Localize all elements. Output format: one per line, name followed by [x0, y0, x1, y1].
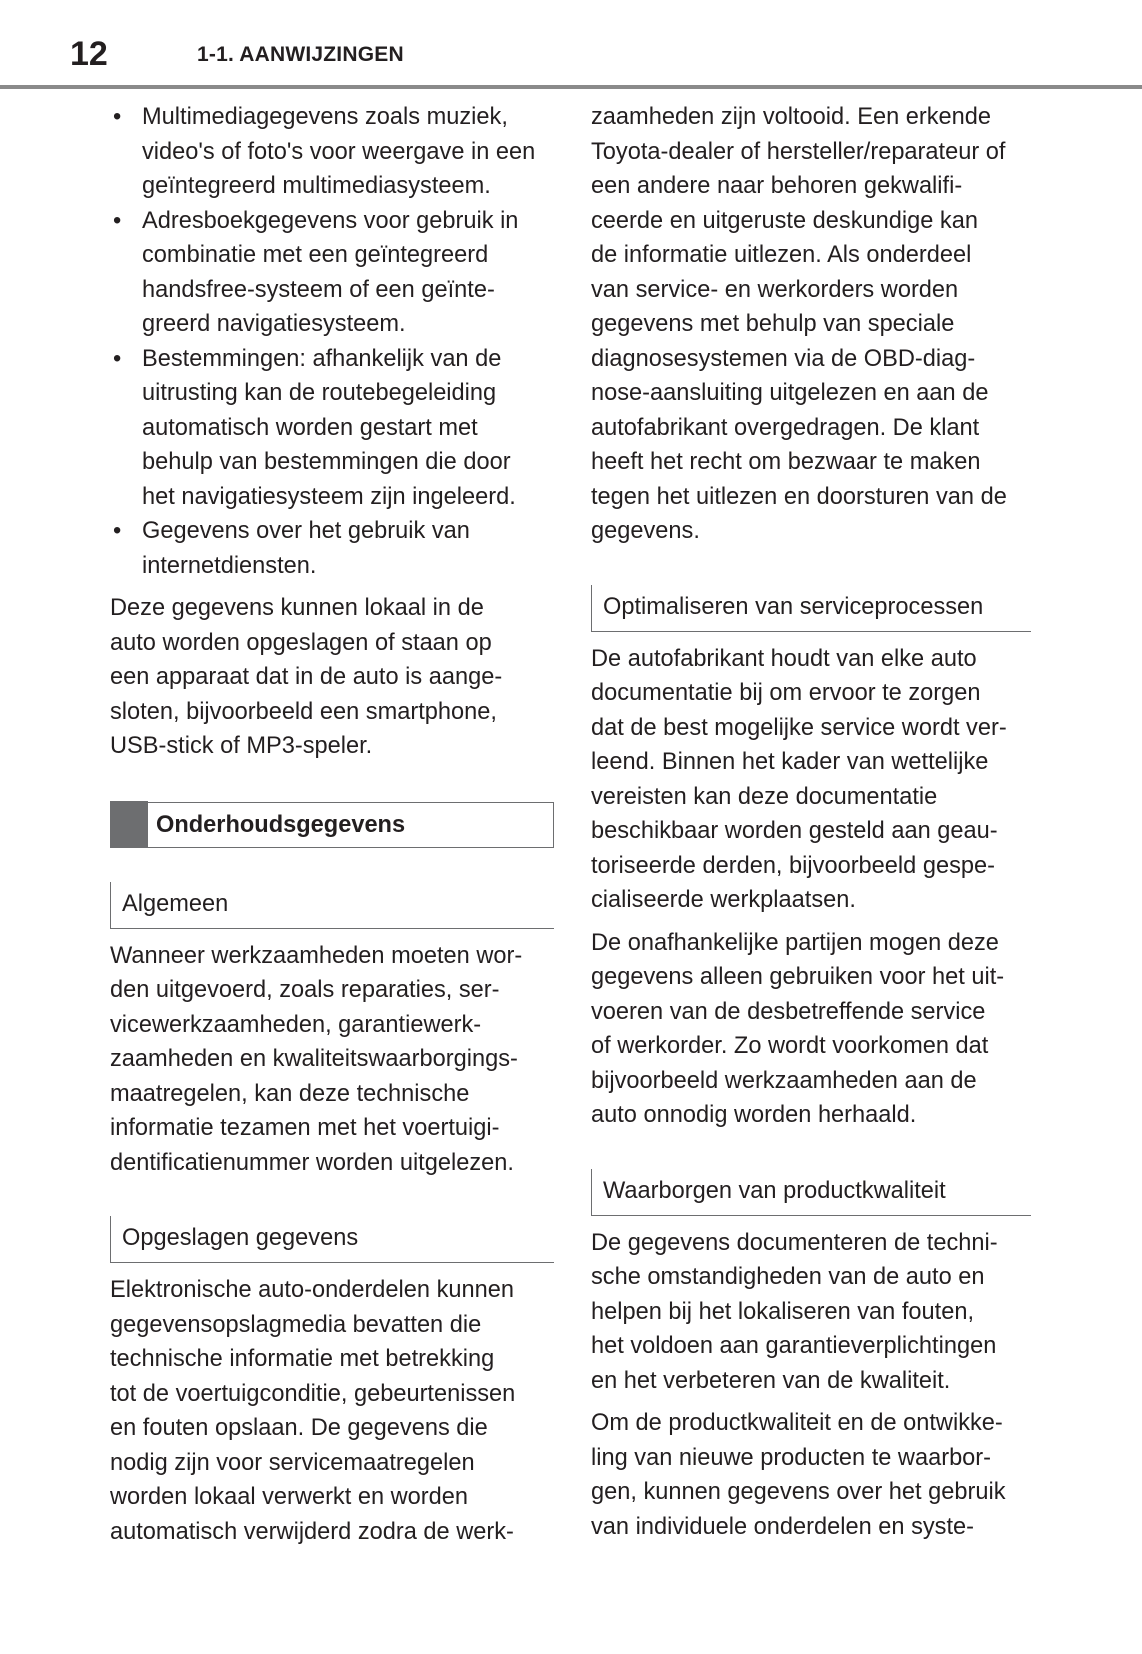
right-column — [591, 100, 1031, 1552]
data-bullet-list — [110, 100, 554, 583]
subheading-label: Waarborgen van productkwaliteit — [603, 1177, 946, 1204]
bullet-address-book: • Adresboekgegevens voor gebruik in combinatie met een geïntegreerd handsfree-systeem of een geïnte- greerd navigatiesysteem. — [110, 204, 554, 342]
continued-paragraph: zaamheden zijn voltooid. Een erkende Toyota-dealer of hersteller/reparateur of een andere naar behoren gekwalifi- ceerde en uitgeruste deskundige kan de informatie uitlezen. Als onderdeel van service- en werkorders worden gegevens met behulp van speciale diagnosesystemen via de OBD-diag- nose-aansluiting uitgelezen en aan de autofabrikant overgedragen. De klant heeft het recht om bezwaar te maken tegen het uitlezen en doorsturen van de gegevens. — [591, 104, 1007, 544]
header-rule — [0, 85, 1142, 89]
subheading-product-quality — [591, 1169, 1031, 1216]
bullet-destinations: • Bestemmingen: afhankelijk van de uitrusting kan de routebegeleiding automatisch worden gestart met behulp van bestemmingen die door het navigatiesysteem zijn ingeleerd. — [110, 342, 554, 515]
page-header — [0, 0, 1142, 90]
section-title: Onderhoudsgegevens — [156, 811, 406, 838]
storage-paragraph: Deze gegevens kunnen lokaal in de auto worden opgeslagen of staan op een apparaat dat in de auto is aange- sloten, bijvoorbeeld een smartphone, USB-stick of MP3-speler. — [110, 595, 503, 759]
service-processes-paragraph-1: De autofabrikant houdt van elke auto documentatie bij om ervoor te zorgen dat de best mogelijke service wordt ver- leend. Binnen het kader van wettelijke vereisten kan deze documentatie beschikbaar worden gesteld aan geau- toriseerde derden, bijvoorbeeld gespe- cialiseerde werkplaatsen. — [591, 645, 1007, 913]
subheading-label: Optimaliseren van serviceprocessen — [603, 593, 984, 620]
section-marker — [110, 801, 148, 847]
product-quality-paragraph-2: Om de productkwaliteit en de ontwikke- ling van nieuwe producten te waarbor- gen, kunnen gegevens over het gebruik van individuele onderdelen en syste- — [591, 1410, 1006, 1540]
subheading-label: Opgeslagen gegevens — [122, 1225, 359, 1251]
general-paragraph: Wanneer werkzaamheden moeten wor- den uitgevoerd, zoals reparaties, ser- vicewerkzaamheden, garantiewerk- zaamheden en kwaliteitswaarborgings- maatregelen, kan deze technische informatie tezamen met het voertuigi- dentificatienummer worden uitgelezen. — [110, 942, 523, 1176]
product-quality-paragraph-1: De gegevens documenteren de techni- sche omstandigheden van de auto en helpen bij het lokaliseren van fouten, het voldoen aan garantieverplichtingen en het verbeteren van de kwaliteit. — [591, 1229, 998, 1394]
subheading-stored-data — [110, 1216, 554, 1263]
page-number: 12 — [70, 35, 108, 73]
bullet-internet-services: • Gegevens over het gebruik van internetdiensten. — [110, 514, 554, 583]
stored-data-paragraph: Elektronische auto-onderdelen kunnen gegevensopslagmedia bevatten die technische informatie met betrekking tot de voertuigconditie, gebeurtenissen en fouten opslaan. De gegevens die nodig zijn voor servicemaatregelen worden lokaal verwerkt en worden automatisch verwijderd zodra de werk- — [110, 1277, 516, 1545]
chapter-title: 1-1. AANWIJZINGEN — [197, 43, 404, 66]
subheading-service-processes — [591, 585, 1031, 632]
subheading-general — [110, 882, 554, 929]
bullet-multimedia: • Multimediagegevens zoals muziek, video's of foto's voor weergave in een geïntegreerd multimediasysteem. — [110, 100, 554, 204]
left-column — [110, 100, 554, 1557]
service-processes-paragraph-2: De onafhankelijke partijen mogen deze gegevens alleen gebruiken voor het uit- voeren van de desbetreffende service of werkorder. Zo wordt voorkomen dat bijvoorbeeld werkzaamheden aan de auto onnodig worden herhaald. — [591, 929, 1005, 1128]
section-heading-maintenance — [110, 802, 554, 848]
subheading-label: Algemeen — [122, 890, 229, 917]
